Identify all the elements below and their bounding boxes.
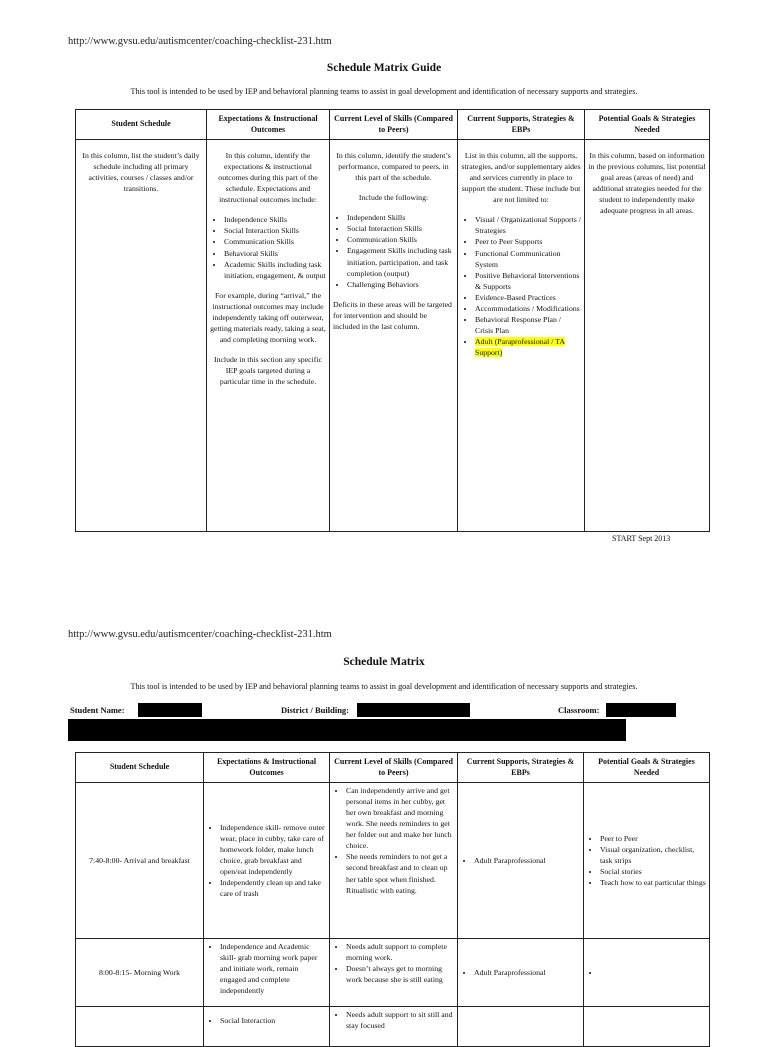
schedule-cell: 7:40-8:00- Arrival and breakfast (76, 783, 204, 939)
goals-cell (584, 1007, 710, 1047)
page1-footer: START Sept 2013 (612, 534, 671, 543)
guide-header-row (76, 110, 710, 140)
guide-col4-cell (458, 140, 585, 532)
supports-cell (458, 939, 584, 1007)
page2-title: Schedule Matrix (343, 656, 425, 668)
header-current-supports: Current Supports, Strategies & EBPs (458, 753, 584, 783)
page1-url[interactable]: http://www.gvsu.edu/autismcenter/coaching-checklist-231.htm (68, 36, 332, 47)
list-item: • Challenging Behaviors (347, 279, 454, 290)
list-item: • Engagement Skills including task initiation, participation, and task completion (output) (347, 245, 454, 278)
list-item: • Independently clean up and take care of trash (220, 877, 326, 899)
page1-title: Schedule Matrix Guide (326, 62, 442, 74)
list-item: • Teach how to eat particular things (600, 877, 706, 888)
redacted-bar (68, 719, 626, 741)
current-level-cell (330, 783, 458, 939)
list-item: • Visual / Organizational Supports / Strategies (475, 214, 581, 236)
supports-cell (458, 783, 584, 939)
list-item: • Needs adult support to complete morning work. (346, 941, 454, 963)
guide-col3-intro: In this column, identify the student’s performance, compared to peers, in this part of the schedule. (336, 151, 451, 183)
goals-cell (584, 783, 710, 939)
current-level-cell (330, 939, 458, 1007)
page2-url[interactable]: http://www.gvsu.edu/autismcenter/coaching-checklist-231.htm (68, 629, 332, 640)
table-row (76, 783, 710, 939)
student-name-field[interactable] (138, 703, 202, 717)
schedule-matrix-table (75, 752, 710, 1047)
guide-col2-iep: Include in this section any specific IEP goals targeted during a particular time in the schedule. (213, 355, 323, 387)
list-item: • Adult Paraprofessional (474, 967, 580, 978)
guide-col5-text: In this column, based on information in the previous columns, list potential goal areas (areas of need) and additional strategies needed for the student to independently make adequate progress in all areas. (588, 151, 706, 216)
list-item: • Behavioral Skills (224, 248, 326, 259)
guide-col2-list (210, 214, 326, 280)
header-expectations: Expectations & Instructional Outcomes (204, 753, 330, 783)
guide-col4-list (461, 214, 581, 358)
list-item: • Behavioral Response Plan / Crisis Plan (475, 314, 581, 336)
guide-col2-example: For example, during “arrival,” the instructional outcomes may include independently taking off outerwear, getting materials ready, taking a seat, and completing morning work. (210, 290, 326, 344)
page2-intro: This tool is intended to be used by IEP and behavioral planning teams to assist in goal development and identification of necessary supports and strategies. (130, 682, 638, 691)
list-item (600, 967, 706, 978)
schedule-cell: 8:00-8:15- Morning Work (76, 939, 204, 1007)
matrix-header-row (76, 753, 710, 783)
guide-col2-intro: In this column, identify the expectations & instructional outcomes during this part of the schedule. Expectations and instructional outcomes include: (218, 151, 318, 205)
guide-col2-cell (207, 140, 330, 532)
guide-col3-cell (330, 140, 458, 532)
list-item: • Can independently arrive and get personal items in her cubby, get her own breakfast and morning work. She needs reminders to get her folder out and make her lunch choice. (346, 785, 454, 851)
guide-col1-text: In this column, list the student’s daily schedule including all primary activities, courses / classes and/or transitions. (82, 151, 200, 194)
goals-cell (584, 939, 710, 1007)
district-field[interactable] (357, 703, 470, 717)
header-student-schedule: Student Schedule (76, 110, 207, 140)
guide-col3-list (333, 212, 454, 289)
list-item: • Social Interaction (220, 1015, 326, 1026)
header-potential-goals: Potential Goals & Strategies Needed (585, 110, 710, 140)
page1-intro: This tool is intended to be used by IEP and behavioral planning teams to assist in goal development and identification of necessary supports and strategies. (130, 87, 638, 96)
list-item: • Independence skill- remove outer wear, place in cubby, take care of homework folder, make lunch choice, grab breakfast and open/eat independently (220, 822, 326, 877)
table-row (76, 1007, 710, 1047)
list-item: • Accommodations / Modifications (475, 303, 581, 314)
guide-col3-deficits: Deficits in these areas will be targeted for intervention and should be included in the last column. (333, 299, 452, 331)
list-item: • She needs reminders to not get a second breakfast and to clean up her table spot when finished. Ritualistic with eating. (346, 851, 454, 895)
header-expectations: Expectations & Instructional Outcomes (207, 110, 330, 140)
district-label: District / Building: (281, 705, 350, 715)
list-item: • Doesn’t always get to morning work because she is still eating (346, 963, 454, 985)
guide-table (75, 109, 710, 532)
list-item-highlighted (475, 336, 581, 358)
list-item: • Positive Behavioral Interventions & Supports (475, 270, 581, 292)
highlighted-text: Adult (Paraprofessional / TA Support) (475, 337, 565, 358)
list-item: • Communication Skills (347, 234, 454, 245)
supports-cell (458, 1007, 584, 1047)
list-item: • Independence Skills (224, 214, 326, 225)
guide-col3-include: Include the following: (358, 193, 429, 203)
expectations-cell (204, 783, 330, 939)
header-current-level: Current Level of Skills (Compared to Peers) (330, 110, 458, 140)
guide-col4-intro: List in this column, all the supports, strategies, and/or supplementary aides and services currently in place to support the student. These include but are not limited to: (461, 151, 581, 205)
classroom-label: Classroom: (558, 705, 600, 715)
list-item: • Needs adult support to sit still and stay focused (346, 1009, 454, 1031)
list-item: • Evidence-Based Practices (475, 292, 581, 303)
current-level-cell (330, 1007, 458, 1047)
list-item: • Academic Skills including task initiation, engagement, & output (224, 259, 326, 281)
schedule-cell (76, 1007, 204, 1047)
header-student-schedule: Student Schedule (76, 753, 204, 783)
table-row (76, 939, 710, 1007)
guide-body-row (76, 140, 710, 532)
list-item: • Social Interaction Skills (347, 223, 454, 234)
list-item: • Visual organization, checklist, task strips (600, 844, 706, 866)
classroom-field[interactable] (606, 703, 676, 717)
list-item: • Independence and Academic skill- grab morning work paper and initiate work, remain engaged and complete independently (220, 941, 326, 996)
guide-col1-cell (76, 140, 207, 532)
expectations-cell (204, 939, 330, 1007)
list-item: • Adult Paraprofessional (474, 855, 580, 866)
guide-col5-cell (585, 140, 710, 532)
list-item: • Peer to Peer Supports (475, 236, 581, 247)
header-potential-goals: Potential Goals & Strategies Needed (584, 753, 710, 783)
list-item: • Social Interaction Skills (224, 225, 326, 236)
list-item: • Functional Communication System (475, 248, 581, 270)
expectations-cell (204, 1007, 330, 1047)
header-current-level: Current Level of Skills (Compared to Peers) (330, 753, 458, 783)
student-name-label: Student Name: (70, 705, 125, 715)
list-item: • Independent Skills (347, 212, 454, 223)
list-item: • Communication Skills (224, 236, 326, 247)
list-item: • Social stories (600, 866, 706, 877)
list-item: • Peer to Peer (600, 833, 706, 844)
header-current-supports: Current Supports, Strategies & EBPs (458, 110, 585, 140)
